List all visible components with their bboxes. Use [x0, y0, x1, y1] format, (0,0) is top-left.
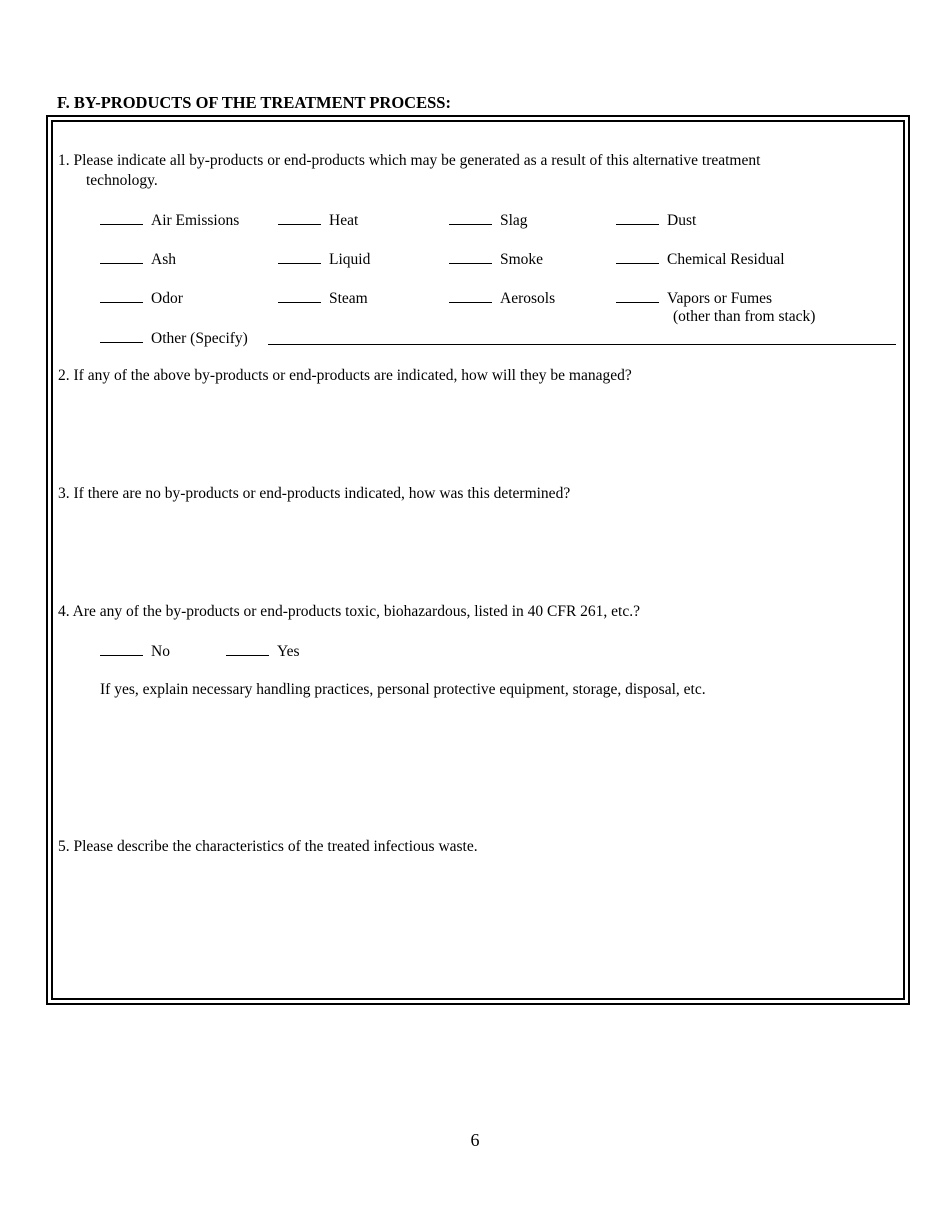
answer-blank[interactable]	[226, 641, 269, 656]
question-1-text-cont: technology.	[86, 172, 158, 189]
answer-blank[interactable]	[278, 249, 321, 264]
option-slag[interactable]: Slag	[449, 210, 528, 230]
page-number: 6	[470, 1130, 480, 1150]
question-3-text: 3. If there are no by-products or end-products indicated, how was this determined?	[58, 485, 571, 502]
option-steam[interactable]: Steam	[278, 288, 368, 308]
question-5-text: 5. Please describe the characteristics of the treated infectious waste.	[58, 838, 478, 855]
answer-blank[interactable]	[100, 641, 143, 656]
option-yes[interactable]: Yes	[226, 641, 300, 661]
answer-blank[interactable]	[100, 288, 143, 303]
option-air-emissions[interactable]: Air Emissions	[100, 210, 239, 230]
answer-blank[interactable]	[616, 288, 659, 303]
answer-blank[interactable]	[449, 210, 492, 225]
option-aerosols[interactable]: Aerosols	[449, 288, 555, 308]
question-4-text: 4. Are any of the by-products or end-products toxic, biohazardous, listed in 40 CFR 261, etc.?	[58, 603, 640, 620]
answer-blank[interactable]	[278, 210, 321, 225]
option-odor[interactable]: Odor	[100, 288, 183, 308]
question-2-text: 2. If any of the above by-products or end-products are indicated, how will they be managed?	[58, 367, 632, 384]
answer-blank[interactable]	[616, 249, 659, 264]
vapors-note: (other than from stack)	[673, 308, 816, 325]
option-chemical-residual[interactable]: Chemical Residual	[616, 249, 785, 269]
option-smoke[interactable]: Smoke	[449, 249, 543, 269]
answer-blank[interactable]	[100, 328, 143, 343]
option-other[interactable]: Other (Specify)	[100, 328, 248, 348]
option-heat[interactable]: Heat	[278, 210, 358, 230]
option-no[interactable]: No	[100, 641, 170, 661]
other-specify-line[interactable]	[268, 344, 896, 345]
option-vapors-or-fumes[interactable]: Vapors or Fumes	[616, 288, 772, 308]
answer-blank[interactable]	[449, 288, 492, 303]
section-title: F. BY-PRODUCTS OF THE TREATMENT PROCESS:	[57, 93, 451, 112]
answer-blank[interactable]	[616, 210, 659, 225]
answer-blank[interactable]	[278, 288, 321, 303]
question-4-followup: If yes, explain necessary handling practices, personal protective equipment, storage, disposal, etc.	[100, 681, 706, 698]
answer-blank[interactable]	[100, 210, 143, 225]
option-ash[interactable]: Ash	[100, 249, 176, 269]
option-liquid[interactable]: Liquid	[278, 249, 370, 269]
answer-blank[interactable]	[449, 249, 492, 264]
question-1-text: 1. Please indicate all by-products or end-products which may be generated as a result of this alternative treatment	[58, 152, 761, 169]
answer-blank[interactable]	[100, 249, 143, 264]
option-dust[interactable]: Dust	[616, 210, 696, 230]
